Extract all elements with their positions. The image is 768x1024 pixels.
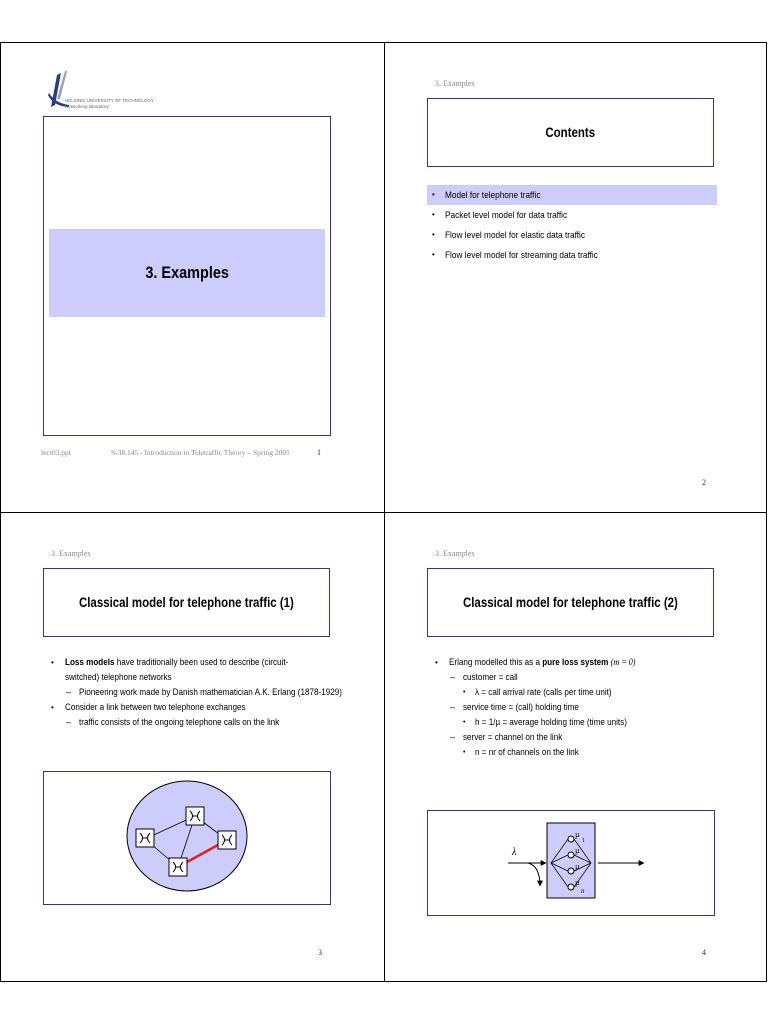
logo-line-1: HELSINKI UNIVERSITY OF TECHNOLOGY <box>65 98 154 103</box>
contents-item <box>427 225 717 245</box>
page-number: 4 <box>702 948 706 957</box>
sub-bullet-erlang: – Pioneering work made by Danish mathematician A.K. Erlang (1878-1929) <box>51 685 351 700</box>
bullet-text: have traditionally been used to describe (circuit- <box>114 657 289 667</box>
bullet-dot: • <box>432 250 435 259</box>
title-box <box>427 568 714 637</box>
sub-bullet-text: service time = (call) holding time <box>463 702 579 712</box>
bullet-dot: • <box>432 190 435 199</box>
section-label: 3. Examples <box>435 79 475 88</box>
definition-text: h = 1/µ = average holding time (time units) <box>475 717 627 727</box>
page-number: 2 <box>702 478 706 487</box>
logo-line-2: Networking laboratory <box>65 104 109 109</box>
slide-1-title: 3. Examples <box>145 263 229 282</box>
bullet-pure-loss: • Erlang modelled this as a pure loss system (m = 0) <box>435 657 636 667</box>
contents-item-label: Packet level model for data traffic <box>445 210 568 220</box>
slide-4-title: Classical model for telephone traffic (2) <box>463 595 678 610</box>
footer-filename: lect03.ppt <box>41 448 71 457</box>
sub-bullet-traffic: – traffic consists of the ongoing telephone calls on the link <box>51 715 351 730</box>
contents-item-label: Flow level model for elastic data traffic <box>445 230 586 240</box>
slide-2 <box>385 43 768 512</box>
page-number: 1 <box>317 448 321 457</box>
bullet-loss-models: • Loss models have traditionally been used to describe (circuit- <box>51 657 289 667</box>
sub-bullet-service: – service time = (call) holding time <box>435 700 735 715</box>
loss-system-diagram <box>428 811 714 915</box>
lambda-label: λ <box>512 847 517 858</box>
page-number: 3 <box>318 948 322 957</box>
definition-text: λ = call arrival rate (calls per time unit) <box>475 687 612 697</box>
bullet-text: Erlang modelled this as a <box>449 657 543 667</box>
bullet-dot: • <box>432 210 435 219</box>
slide-1 <box>1 43 384 512</box>
bullet-link: • Consider a link between two telephone exchanges <box>51 700 351 715</box>
university-logo <box>47 69 154 113</box>
exchange-node-top <box>186 807 204 825</box>
title-box <box>427 98 714 167</box>
bold-term: Loss models <box>65 657 115 667</box>
bullet-continuation <box>51 670 351 685</box>
bullet-list <box>51 655 351 730</box>
mu-label: µ <box>575 878 580 887</box>
contents-item-label: Model for telephone traffic <box>445 190 541 200</box>
sub-sub-bullet-lambda: • λ = call arrival rate (calls per time unit) <box>435 685 735 700</box>
logo-icon <box>47 69 73 109</box>
mu-label: µ <box>575 862 580 871</box>
slide-3-title: Classical model for telephone traffic (1) <box>79 595 294 610</box>
exchange-node-left <box>136 829 154 847</box>
slide-2-title: Contents <box>545 125 596 140</box>
sub-bullet-text: Pioneering work made by Danish mathematician A.K. Erlang (1878-1929) <box>79 687 342 697</box>
slide-4 <box>385 513 768 982</box>
title-band <box>49 229 325 317</box>
bullet-text: switched) telephone networks <box>65 672 172 682</box>
bullet-list <box>435 655 735 760</box>
section-label: 3. Examples <box>51 549 91 558</box>
sub-sub-bullet-holding: • h = 1/µ = average holding time (time units) <box>435 715 735 730</box>
section-label: 3. Examples <box>435 549 475 558</box>
footer-course: S-38.145 - Introduction to Teletraffic Theory – Spring 2005 <box>111 448 290 457</box>
title-box <box>43 568 330 637</box>
contents-item-label: Flow level model for streaming data traffic <box>445 250 598 260</box>
sub-bullet-customer: – customer = call <box>435 670 735 685</box>
subscript-label: 1 <box>582 838 585 844</box>
sub-sub-bullet-channels: • n = nr of channels on the link <box>435 745 735 760</box>
exchange-network-diagram <box>44 772 330 904</box>
exchange-node-right <box>218 831 236 849</box>
mu-label: µ <box>575 846 580 855</box>
exchange-node-bottom <box>169 858 187 876</box>
sub-bullet-text: traffic consists of the ongoing telephone calls on the link <box>79 717 280 727</box>
sub-bullet-server: – server = channel on the link <box>435 730 735 745</box>
bullet-dot: • <box>432 230 435 239</box>
subscript-label: n <box>581 887 585 895</box>
definition-text: n = nr of channels on the link <box>475 747 579 757</box>
loss-system-figure <box>427 810 715 916</box>
bold-term: pure loss system <box>542 657 609 667</box>
slide-3 <box>1 513 384 982</box>
sub-bullet-text: customer = call <box>463 672 518 682</box>
network-figure <box>43 771 331 905</box>
contents-item <box>427 205 717 225</box>
contents-list <box>427 185 717 265</box>
bullet-text: Consider a link between two telephone exchanges <box>65 702 246 712</box>
mu-label: µ <box>575 830 580 839</box>
sub-bullet-text: server = channel on the link <box>463 732 563 742</box>
math-expression: (m = 0) <box>610 657 636 667</box>
contents-item <box>427 185 717 205</box>
contents-item <box>427 245 717 265</box>
